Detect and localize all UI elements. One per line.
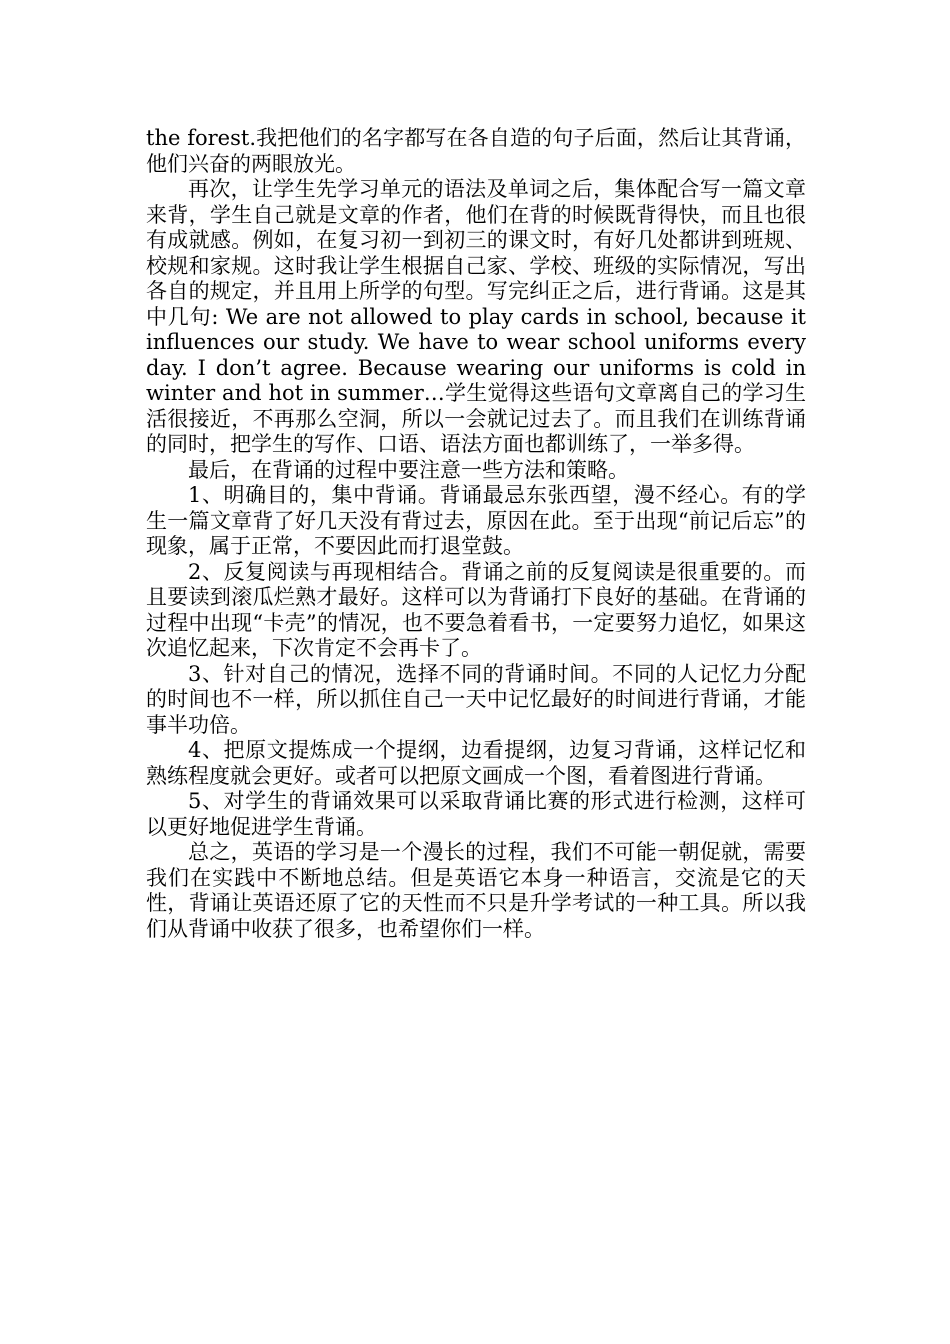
paragraph-method-4: 4、把原文提炼成一个提纲，边看提纲，边复习背诵，这样记忆和熟练程度就会更好。或者可以把原文画成一个图，看着图进行背诵。 (146, 738, 806, 788)
paragraph-group-writing: 再次，让学生先学习单元的语法及单词之后，集体配合写一篇文章来背，学生自己就是文章的作者，他们在背的时候既背得快，而且也很有成就感。例如，在复习初一到初三的课文时，有好几处都讲到班规、校规和家规。这时我让学生根据自己家、学校、班级的实际情况，写出各自的规定，并且用上所学的句型。写完纠正之后，进行背诵。这是其中几句: We are not allowed to play cards in school, because it influences our study. We have to wear school uniforms every day. I don’t agree. Because wearing our uniforms is cold in winter and hot in summer…学生觉得这些语句文章离自己的学习生活很接近，不再那么空洞，所以一会就记过去了。而且我们在训练背诵的同时，把学生的写作、口语、语法方面也都训练了，一举多得。 (146, 177, 806, 456)
paragraph-method-2: 2、反复阅读与再现相结合。背诵之前的反复阅读是很重要的。而且要读到滚瓜烂熟才最好。这样可以为背诵打下良好的基础。在背诵的过程中出现“卡壳”的情况，也不要急着看书，一定要努力追忆，如果这次追忆起来，下次肯定不会再卡了。 (146, 559, 806, 660)
paragraph-method-3: 3、针对自己的情况，选择不同的背诵时间。不同的人记忆力分配的时间也不一样，所以抓住自己一天中记忆最好的时间进行背诵，才能事半功倍。 (146, 661, 806, 737)
paragraph-methods-intro: 最后，在背诵的过程中要注意一些方法和策略。 (188, 457, 629, 482)
paragraph-continuation: the forest.我把他们的名字都写在各自造的句子后面，然后让其背诵，他们兴奋的两眼放光。 (146, 126, 806, 176)
document-page (146, 126, 806, 942)
paragraph-method-5: 5、对学生的背诵效果可以采取背诵比赛的形式进行检测，这样可以更好地促进学生背诵。 (146, 789, 806, 839)
paragraph-method-1: 1、明确目的，集中背诵。背诵最忌东张西望，漫不经心。有的学生一篇文章背了好几天没有背过去，原因在此。至于出现“前记后忘”的现象，属于正常，不要因此而打退堂鼓。 (146, 483, 806, 558)
paragraph-conclusion: 总之，英语的学习是一个漫长的过程，我们不可能一朝促就，需要我们在实践中不断地总结。但是英语它本身一种语言，交流是它的天性，背诵让英语还原了它的天性而不只是升学考试的一种工具。所以我们从背诵中收获了很多，也希望你们一样。 (146, 840, 806, 941)
